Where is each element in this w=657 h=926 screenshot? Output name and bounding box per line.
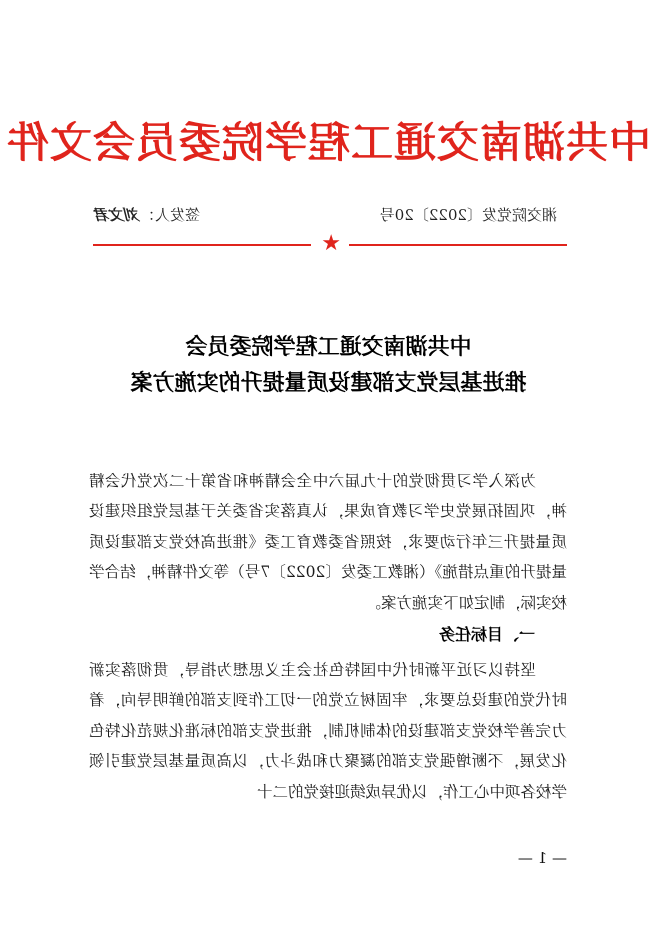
section-heading: 一、目标任务 (438, 625, 535, 644)
document-title-line1: 中共湖南交通工程学院委员会 (185, 334, 472, 360)
red-divider-right (93, 244, 311, 246)
signer-label: 签发人： (140, 206, 201, 224)
red-divider-left (349, 244, 567, 246)
document-number: 湘交院党发〔2022〕20号 (379, 206, 557, 224)
section-paragraph: 坚持以习近平新时代中国特色社会主义思想为指导，贯彻落实新时代党的建设总要求，牢固树立党的一切工作到支部的鲜明导向，着力完善学校党支部建设的体制机制，推进党支部的标准化规范化特色化发展，不断增强党支部的凝聚力和战斗力，以高质量基层党建引领学校各项中心工作，以优异成绩迎接党的二十 (89, 661, 567, 801)
page-number: — 1 — (517, 849, 567, 867)
star-icon: ★ (321, 231, 341, 256)
intro-paragraph: 为深入学习贯彻党的十九届六中全会精神和省第十二次党代会精神，巩固拓展党史学习教育成果，认真落实省委关于基层党组织建设质量提升三年行动要求，按照省委教育工委《推进高校党支部建设质量提升的重点措施》（湘教工委发〔2022〕7号）等文件精神，结合学校实际，制定如下实施方案。 (89, 472, 567, 612)
signer-name: 刘文君 (95, 206, 141, 224)
document-masthead: 中共湖南交通工程学院委员会文件 (6, 118, 652, 167)
signer-line (95, 205, 200, 225)
document-title-line2: 推进基层党支部建设质量提升的实施方案 (130, 370, 527, 396)
